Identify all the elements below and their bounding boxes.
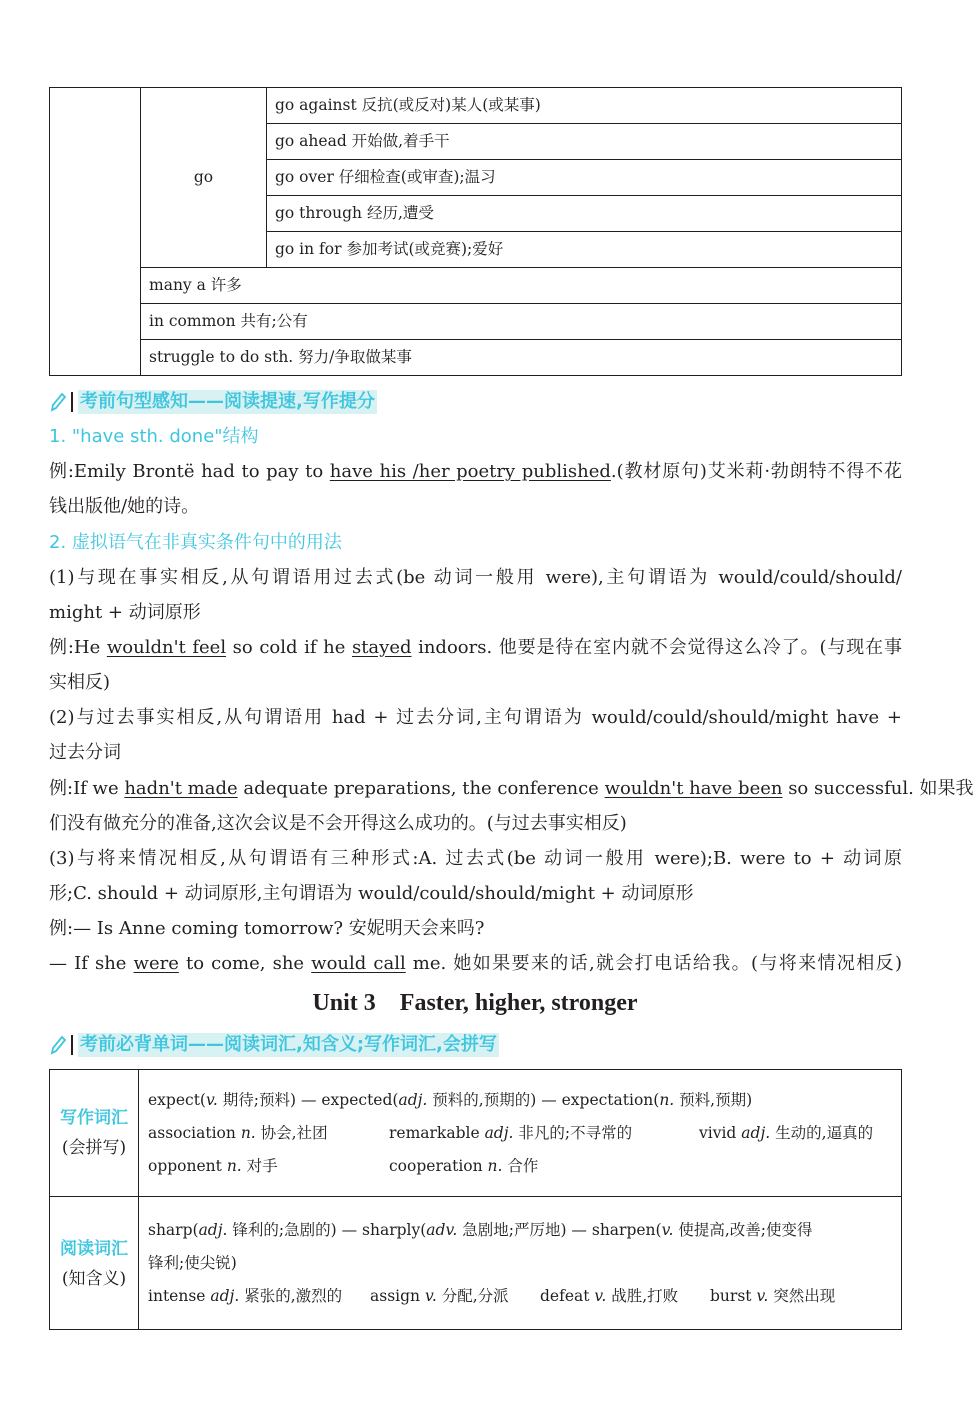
writing-vocabulary-cell xyxy=(148,1084,891,1183)
example-line: 们没有做充分的准备,这次会议是不会开得这么成功的。(与过去事实相反) xyxy=(49,813,627,834)
go-phrase: go against 反抗(或反对)某人(或某事) xyxy=(267,88,902,124)
item-title: 2. 虚拟语气在非真实条件句中的用法 xyxy=(49,532,342,553)
go-phrase: go ahead 开始做,着手干 xyxy=(267,124,902,160)
word-line xyxy=(148,1117,891,1150)
phrase-row: struggle to do sth. 努力/争取做某事 xyxy=(141,340,902,376)
word-entry: association n. 协会,社团 xyxy=(148,1124,328,1142)
underlined-phrase: wouldn't have been xyxy=(604,778,783,799)
rule-line: 过去分词 xyxy=(49,742,121,763)
writing-vocabulary-label: 写作词汇 (会拼写) xyxy=(50,1070,139,1196)
reading-vocabulary-cell xyxy=(148,1214,891,1313)
underlined-phrase: would call xyxy=(311,953,406,974)
section-heading-sentence-patterns xyxy=(49,389,377,415)
go-label-cell: go xyxy=(141,88,267,268)
word-entry: defeat v. 战胜,打败 xyxy=(540,1287,679,1305)
underlined-phrase: were xyxy=(133,953,179,974)
section-heading-vocabulary xyxy=(49,1032,499,1058)
word-entry: burst v. 突然出现 xyxy=(710,1287,836,1305)
heading-divider xyxy=(71,392,73,412)
underlined-phrase: hadn't made xyxy=(124,778,238,799)
word-entry: opponent n. 对手 xyxy=(148,1157,278,1175)
rule-line: 形;C. should + 动词原形,主句谓语为 would/could/should/might + 动词原形 xyxy=(49,883,694,904)
item-title: 1. "have sth. done"结构 xyxy=(49,426,259,447)
rule-line: might + 动词原形 xyxy=(49,602,201,623)
phrase-table xyxy=(49,87,902,376)
reading-vocabulary-row xyxy=(50,1196,901,1330)
go-phrase: go over 仔细检查(或审查);温习 xyxy=(267,160,902,196)
example-line: 例:He wouldn't feel so cold if he stayed indoors. 他要是待在室内就不会觉得这么冷了。(与现在事 xyxy=(49,637,902,658)
writing-vocabulary-row xyxy=(50,1070,901,1196)
example-line: — If she were to come, she would call me. 她如果要来的话,就会打电话给我。(与将来情况相反) xyxy=(49,953,903,974)
word-entry: vivid adj. 生动的,逼真的 xyxy=(699,1124,874,1142)
phrase-row: in common 共有;公有 xyxy=(141,304,902,340)
word-line xyxy=(148,1150,891,1183)
example-line: 例:— Is Anne coming tomorrow? 安妮明天会来吗? xyxy=(49,918,485,939)
vocabulary-table xyxy=(49,1069,902,1330)
example-line: 例:If we hadn't made adequate preparations, the conference wouldn't have been so successful. 如果我 xyxy=(49,778,974,799)
word-line xyxy=(148,1280,891,1313)
rule-line: (2)与过去事实相反,从句谓语用 had + 过去分词,主句谓语为 would/could/should/might have + xyxy=(49,707,902,728)
example-line: 钱出版他/她的诗。 xyxy=(49,496,200,517)
phrase-table-blank-cell xyxy=(50,88,141,376)
underlined-phrase: stayed xyxy=(351,637,412,658)
word-entry: intense adj. 紧张的,激烈的 xyxy=(148,1287,343,1305)
word-entry: assign v. 分配,分派 xyxy=(370,1287,509,1305)
heading-divider xyxy=(71,1035,73,1055)
word-family-line: sharp(adj. 锋利的;急剧的) — sharply(adv. 急剧地;严厉地) — sharpen(v. 使提高,改善;使变得 xyxy=(148,1221,813,1239)
word-family-line: expect(v. 期待;预料) — expected(adj. 预料的,预期的) — expectation(n. 预料,预期) xyxy=(148,1091,753,1109)
phrase-row: many a 许多 xyxy=(141,268,902,304)
pencil-icon xyxy=(49,1034,67,1056)
pencil-icon xyxy=(49,391,67,413)
word-family-line: 锋利;使尖锐) xyxy=(148,1254,237,1272)
section-heading-text: 考前句型感知——阅读提速,写作提分 xyxy=(80,391,375,412)
word-entry: remarkable adj. 非凡的;不寻常的 xyxy=(389,1124,633,1142)
go-phrase: go through 经历,遭受 xyxy=(267,196,902,232)
go-phrase: go in for 参加考试(或竞赛);爱好 xyxy=(267,232,902,268)
word-entry: cooperation n. 合作 xyxy=(389,1157,539,1175)
rule-line: (3)与将来情况相反,从句谓语有三种形式:A. 过去式(be 动词一般用 were);B. were to + 动词原 xyxy=(49,848,902,869)
example-line: 例:Emily Brontë had to pay to have his /her poetry published.(教材原句)艾米莉·勃朗特不得不花 xyxy=(49,461,902,482)
rule-line: (1)与现在事实相反,从句谓语用过去式(be 动词一般用 were),主句谓语为 would/could/should/ xyxy=(49,567,902,588)
underlined-phrase: wouldn't feel xyxy=(106,637,227,658)
example-line: 实相反) xyxy=(49,672,111,693)
underlined-phrase: have his /her poetry published xyxy=(329,461,611,482)
unit-title: Unit 3 Faster, higher, stronger xyxy=(312,990,638,1016)
reading-vocabulary-label: 阅读词汇 (知含义) xyxy=(50,1197,139,1330)
section-heading-text: 考前必背单词——阅读词汇,知含义;写作词汇,会拼写 xyxy=(80,1034,497,1055)
